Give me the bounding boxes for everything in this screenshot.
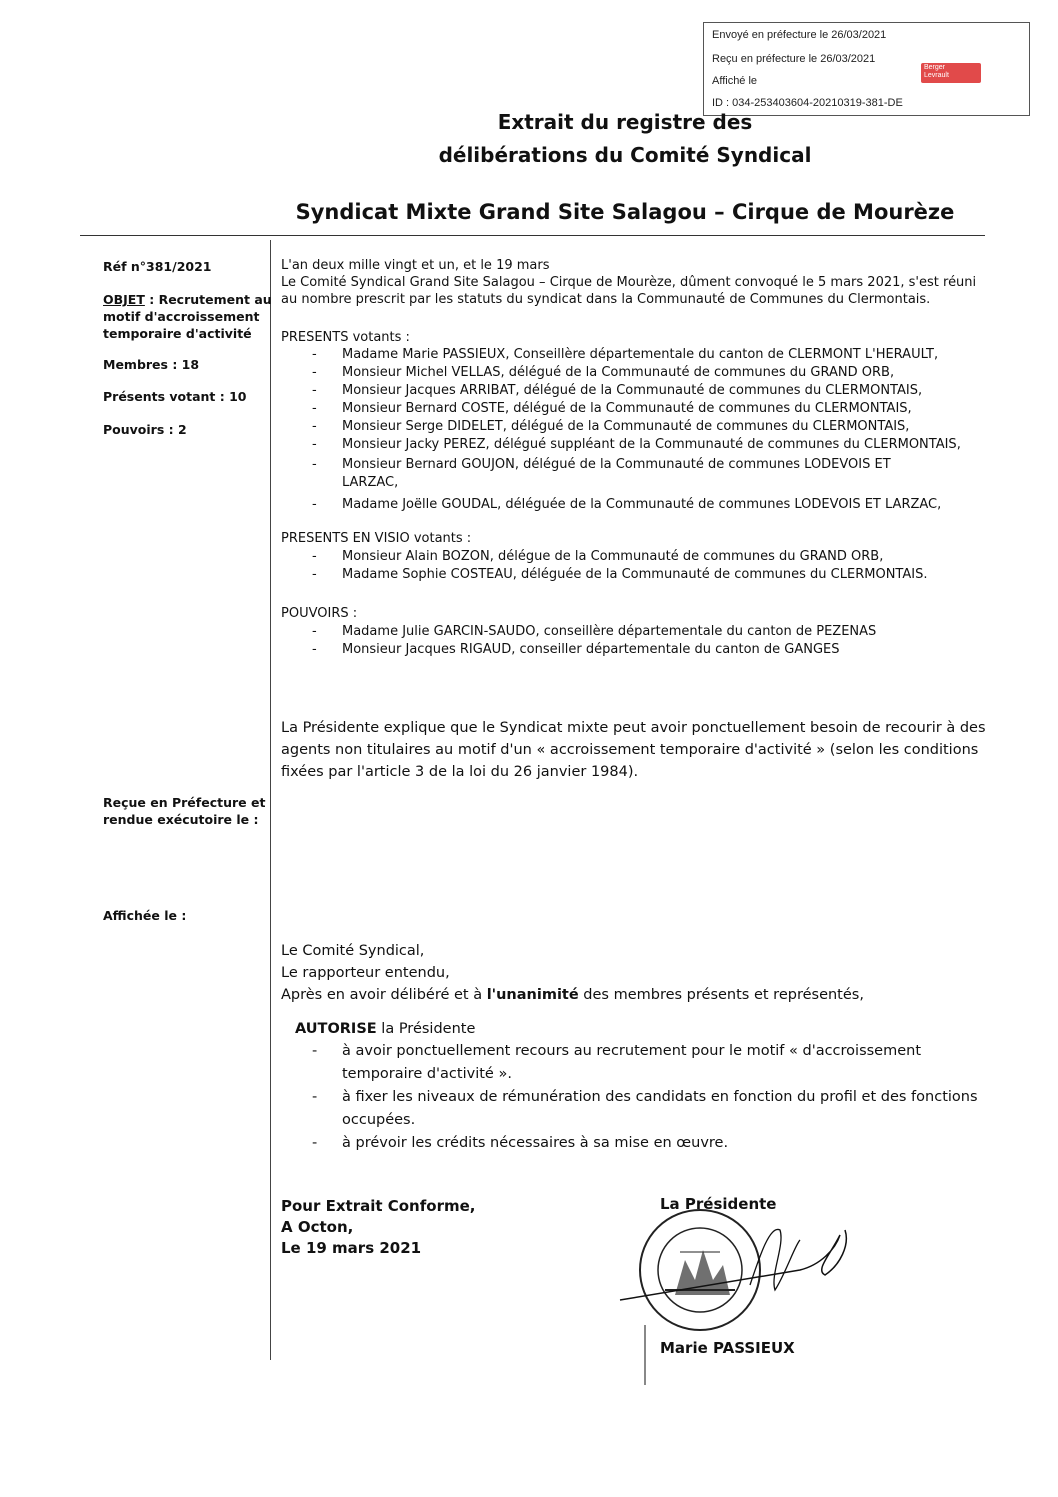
autorise-item-continuation: temporaire d'activité ».: [342, 1066, 512, 1082]
intro-line-3: au nombre prescrit par les statuts du syndicat dans la Communauté de Communes du Clermontais.: [281, 292, 931, 307]
autorise-item: à fixer les niveaux de rémunération des candidats en fonction du profil et des fonctions: [342, 1089, 978, 1105]
intro-line-2: Le Comité Syndical Grand Site Salagou – Cirque de Mourèze, dûment convoqué le 5 mars 2021, s'est réuni: [281, 275, 977, 290]
visio-item: Monsieur Alain BOZON, délégue de la Communauté de communes du GRAND ORB,: [342, 549, 884, 564]
present-item: Madame Marie PASSIEUX, Conseillère départementale du canton de CLERMONT L'HERAULT,: [342, 347, 939, 362]
present-item: Monsieur Jacques ARRIBAT, délégué de la Communauté de communes du CLERMONTAIS,: [342, 383, 923, 398]
autorise-rest: la Présidente: [376, 1021, 476, 1037]
visio-item: Madame Sophie COSTEAU, déléguée de la Communauté de communes du CLERMONTAIS.: [342, 567, 928, 582]
logo-text-2: Levrault: [924, 72, 949, 79]
objet-text-2: motif d'accroissement: [103, 309, 260, 324]
explication-paragraph: [281, 717, 986, 783]
unanimite: l'unanimité: [486, 987, 579, 1003]
pouvoir-item: Madame Julie GARCIN-SAUDO, conseillère départementale du canton de PEZENAS: [342, 624, 877, 639]
present-item: Monsieur Serge DIDELET, délégué de la Communauté de communes du CLERMONTAIS,: [342, 419, 910, 434]
objet-text-3: temporaire d'activité: [103, 326, 252, 341]
title-line-2: délibérations du Comité Syndical: [438, 143, 812, 167]
pouvoirs-heading: POUVOIRS :: [281, 606, 358, 621]
explication-line-2: agents non titulaires au motif d'un « accroissement temporaire d'activité » (selon les conditions: [281, 742, 979, 758]
berger-levrault-logo: [921, 63, 981, 83]
handwritten-signature: [600, 1215, 860, 1395]
objet-label: OBJET: [103, 292, 145, 307]
autorise-list: - à avoir ponctuellement recours au recrutement pour le motif « d'accroissement temporaire d'activité ». - à fixer les niveaux de rémunération des candidats en fonction du profil et des fonctions occupées. - à prévoir les crédits nécessaires à sa mise en œuvre.: [312, 1040, 972, 1155]
present-item: Monsieur Jacky PEREZ, délégué suppléant de la Communauté de communes du CLERMONTAIS,: [342, 437, 961, 452]
objet-block: [103, 291, 272, 342]
affichee-label: Affichée le :: [103, 908, 187, 923]
present-item: Monsieur Bernard COSTE, délégué de la Communauté de communes du CLERMONTAIS,: [342, 401, 912, 416]
explication-line-1: La Présidente explique que le Syndicat mixte peut avoir ponctuellement besoin de recourir à des: [281, 720, 986, 736]
date-line: L'an deux mille vingt et un, et le 19 mars: [281, 258, 550, 273]
presents-heading: PRESENTS votants :: [281, 330, 410, 345]
recue-line-1: Reçue en Préfecture et: [103, 795, 266, 810]
decision-line-3: [281, 984, 971, 1006]
prefecture-stamp: [703, 22, 1030, 116]
autorise-keyword: AUTORISE: [295, 1021, 377, 1037]
explication-line-3: fixées par l'article 3 de la loi du 26 janvier 1984).: [281, 764, 639, 780]
stamp-received-line: Reçu en préfecture le 26/03/2021: [712, 53, 876, 65]
autorise-line: [295, 1018, 985, 1040]
logo-text-1: Berger: [924, 64, 946, 71]
presidente-title: La Présidente: [660, 1195, 777, 1213]
present-item: Madame Joëlle GOUDAL, déléguée de la Communauté de communes LODEVOIS ET LARZAC,: [342, 497, 942, 512]
presents-count: Présents votant : 10: [103, 389, 247, 404]
title-line-1: Extrait du registre des: [497, 110, 753, 134]
decision-paragraph: [281, 940, 971, 1006]
present-item: Monsieur Bernard GOUJON, délégué de la Communauté de communes LODEVOIS ET: [342, 457, 891, 472]
stamp-id-line: ID : 034-253403604-20210319-381-DE: [712, 97, 903, 109]
visio-heading: PRESENTS EN VISIO votants :: [281, 531, 472, 546]
present-item-continuation: LARZAC,: [342, 475, 399, 490]
column-divider: [270, 240, 271, 1360]
autorise-item: à avoir ponctuellement recours au recrutement pour le motif « d'accroissement: [342, 1043, 922, 1059]
decision-line-3c: des membres présents et représentés,: [578, 987, 864, 1003]
reference-number: Réf n°381/2021: [103, 259, 212, 274]
present-item: Monsieur Michel VELLAS, délégué de la Communauté de communes du GRAND ORB,: [342, 365, 895, 380]
objet-text-1: : Recrutement au: [144, 292, 272, 307]
decision-line-1: Le Comité Syndical,: [281, 943, 425, 959]
extrait-line-2: A Octon,: [281, 1218, 354, 1236]
pouvoirs-count: Pouvoirs : 2: [103, 422, 187, 437]
recue-line-2: rendue exécutoire le :: [103, 812, 259, 827]
extrait-line-1: Pour Extrait Conforme,: [281, 1197, 476, 1215]
autorise-item-continuation: occupées.: [342, 1112, 416, 1128]
stamp-sent-line: Envoyé en préfecture le 26/03/2021: [712, 29, 887, 41]
prefecture-receipt-label: [103, 794, 265, 828]
signatory-name: Marie PASSIEUX: [660, 1339, 795, 1357]
decision-line-3a: Après en avoir délibéré et à: [281, 987, 487, 1003]
stamp-posted-line: Affiché le: [712, 75, 758, 87]
extrait-conforme-block: [281, 1196, 475, 1259]
pouvoir-item: Monsieur Jacques RIGAUD, conseiller départementale du canton de GANGES: [342, 642, 840, 657]
membres-count: Membres : 18: [103, 357, 200, 372]
autorise-item: à prévoir les crédits nécessaires à sa mise en œuvre.: [342, 1135, 729, 1151]
header-divider: [80, 235, 985, 236]
decision-line-2: Le rapporteur entendu,: [281, 965, 450, 981]
extrait-line-3: Le 19 mars 2021: [281, 1239, 422, 1257]
organization-name: Syndicat Mixte Grand Site Salagou – Cirque de Mourèze: [295, 200, 955, 224]
